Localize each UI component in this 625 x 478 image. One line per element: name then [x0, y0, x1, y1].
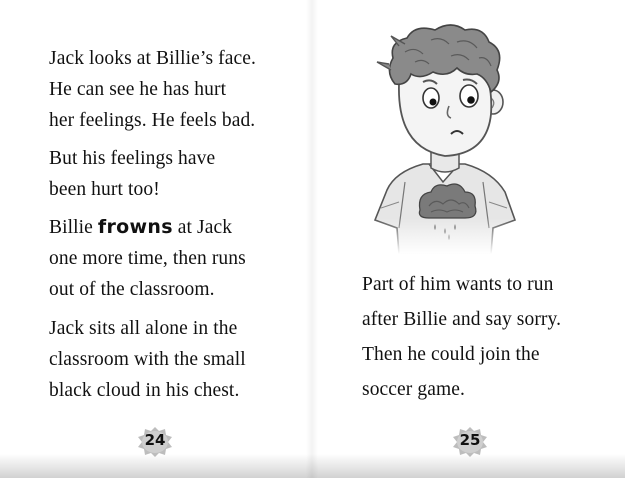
- paragraph-5: [362, 267, 561, 407]
- sad-boy-with-storm-cloud-illustration: [365, 22, 523, 254]
- text-line: been hurt too!: [49, 179, 160, 200]
- paragraph-3: [49, 212, 246, 305]
- text-line: He can see he has hurt: [49, 79, 227, 100]
- text-line: one more time, then runs: [49, 248, 246, 269]
- text-line: after Billie and say sorry.: [362, 309, 562, 330]
- text-segment: Billie: [49, 217, 98, 238]
- text-line: But his feelings have: [49, 148, 216, 169]
- paragraph-2: [49, 143, 215, 205]
- page-number: 25: [459, 431, 481, 449]
- right-page: [313, 0, 625, 478]
- text-line: Part of him wants to run: [362, 274, 554, 295]
- text-line: Then he could join the: [362, 344, 540, 365]
- left-page: [0, 0, 312, 478]
- text-line: Jack sits all alone in the: [49, 318, 238, 339]
- paragraph-4: [49, 313, 246, 406]
- text-line: soccer game.: [362, 379, 465, 400]
- text-line: her feelings. He feels bad.: [49, 110, 256, 131]
- text-line: classroom with the small: [49, 349, 246, 370]
- paragraph-1: [49, 43, 256, 136]
- text-line: black cloud in his chest.: [49, 380, 240, 401]
- bottom-shadow: [0, 454, 625, 478]
- text-segment: at Jack: [172, 217, 233, 238]
- emphasis-word: frowns: [97, 216, 173, 238]
- text-line: [49, 212, 246, 243]
- text-line: out of the classroom.: [49, 279, 215, 300]
- page-number: 24: [144, 431, 166, 449]
- text-line: Jack looks at Billie’s face.: [49, 48, 256, 69]
